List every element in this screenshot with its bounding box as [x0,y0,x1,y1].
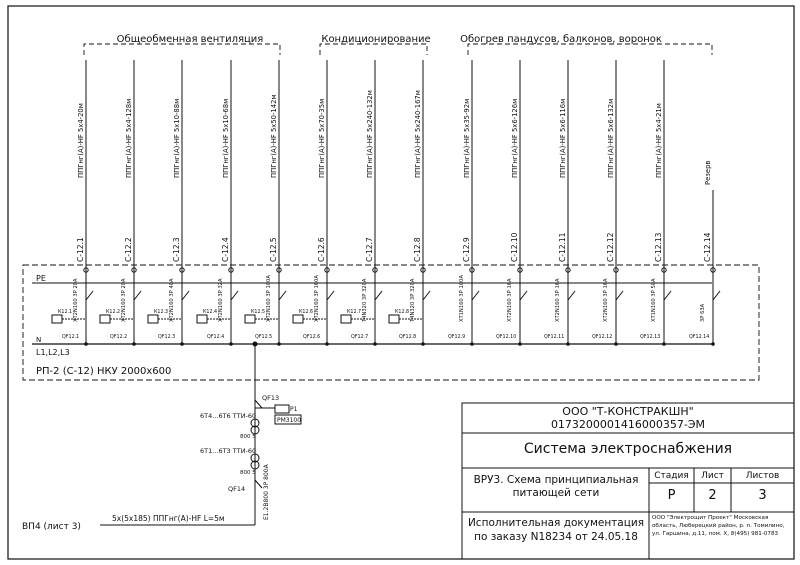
circuit-id: С-12.1 [76,237,85,262]
cable-spec: ППГнг(А)-HF 5х10-88м [173,98,181,178]
breaker-symbol [134,291,141,300]
breaker-symbol [375,291,382,300]
breaker-symbol [472,291,479,300]
group-label-conditioning: Кондиционирование [321,34,431,45]
feeder-circuits [52,60,720,346]
ct1-ratio: 800 5 [240,434,256,440]
doc-note: Исполнительная документация по заказу N18234 от 24.05.18 [467,517,645,543]
document-code: 0173200001416000357-ЭМ [550,418,706,431]
breaker-spec: XT2N160 3P 20A [73,278,79,322]
group-label-heating: Обогрев пандусов, балконов, воронок [460,34,662,45]
incoming-cable-label: 5х(5х185) ППГнг(А)-HF L=5м [112,514,225,523]
breaker-spec: XT2N160 3P 100A [266,275,272,322]
company-name: ООО "Т-КОНСТРАКШН" [562,405,694,418]
n-bus-label: N [36,336,42,344]
qf-label: QF12.3 [158,335,176,340]
stage-header: Стадия [654,471,689,481]
bus-junction [84,342,88,346]
contactor-box [100,315,110,323]
breaker-symbol [327,291,334,300]
cable-spec: ППГнг(А)-HF 5х6-126м [511,98,519,178]
cable-spec: ППГнг(А)-HF 5х35-92м [463,98,471,178]
source-label: ВП4 (лист 3) [22,522,81,532]
qf14-spec: E1.2B800 3P 800A [263,464,270,520]
qf-label: QF12.1 [62,335,80,340]
qf-label: QF12.4 [207,335,225,340]
breaker-symbol [664,291,671,300]
breaker-symbol [423,291,430,300]
contactor-label: К12.8 [395,310,410,315]
circuit-id: С-12.9 [462,237,471,262]
qf-label: QF12.9 [448,335,466,340]
contactor-box [293,315,303,323]
contactor-box [148,315,158,323]
contactor-box [52,315,62,323]
breaker-spec: XT2N160 3P 16A [603,278,609,322]
circuit-id: С-12.10 [510,232,519,262]
circuit-id: С-12.11 [558,232,567,262]
breaker-symbol [231,291,238,300]
qf-label: QF12.6 [303,335,321,340]
bus-junction [711,342,715,346]
contactor-label: К12.3 [154,310,169,315]
qf-label: QF12.5 [255,335,273,340]
breaker-symbol [86,291,93,300]
circuit-id: С-12.12 [606,232,615,262]
group-label-ventilation: Общеобменная вентиляция [116,34,264,45]
breaker-spec: T4N320 3P 320A [362,278,368,322]
circuit-id: С-12.6 [317,237,326,262]
ct2-ratio: 800 5 [240,470,256,476]
bus-junction [229,342,233,346]
circuit-id: С-12.3 [172,237,181,262]
breaker-spec: XT2N160 3P 16A [555,278,561,322]
contactor-box [341,315,351,323]
breaker-symbol [713,291,720,300]
qf14-label: QF14 [228,485,246,493]
bus-junction [180,342,184,346]
circuit-id: С-12.13 [654,232,663,262]
breaker-spec: T4N320 3P 320A [410,278,416,322]
qf-label: QF12.2 [110,335,128,340]
panel-label: РП-2 (С-12) НКУ 2000х600 [36,366,172,377]
bus-junction [662,342,666,346]
breaker-spec: XT1N160 3P 50A [651,278,657,322]
ct2-label: 6Т1...6Т3 ТТИ-60 [200,447,257,455]
breaker-spec: XT1N160 3P 100A [459,275,465,322]
cable-spec: ППГнг(А)-HF 5х240-132м [366,90,374,178]
cable-spec: ППГнг(А)-HF 5х10-68м [222,98,230,178]
cable-spec: ППГнг(А)-HF 5х240-167м [414,90,422,178]
sheet-value: 2 [708,488,717,503]
breaker-symbol [279,291,286,300]
breaker-spec: XT2N160 3P 40A [169,278,175,322]
group-brackets [84,44,712,55]
circuit-id: С-12.4 [221,237,230,262]
breaker-spec: XT2N160 3P 160A [314,275,320,322]
contactor-box [197,315,207,323]
cable-spec: ППГнг(А)-HF 5х4-20м [77,103,85,178]
contactor-label: К12.7 [347,310,362,315]
breaker-symbol [520,291,527,300]
qf-label: QF12.7 [351,335,369,340]
cable-spec: ППГнг(А)-HF 5х4-21м [655,103,663,178]
system-title: Система электроснабжения [523,441,733,457]
breaker-spec: XT2N160 3P 20A [121,278,127,322]
bus-junction [325,342,329,346]
contactor-label: К12.1 [58,310,73,315]
contactor-label: К12.4 [203,310,218,315]
cable-spec: ППГнг(А)-HF 5х50-142м [270,94,278,178]
bus-junction [518,342,522,346]
cable-spec: ППГнг(А)-HF 5х4-128м [125,98,133,178]
contactor-label: К12.5 [251,310,266,315]
breaker-symbol [568,291,575,300]
l-bus-label: L1,L2,L3 [36,348,70,357]
qf-label: QF12.14 [689,335,710,340]
bus-junction [373,342,377,346]
bus-junction [470,342,474,346]
pe-bus-label: PE [36,274,46,283]
cable-spec: ППГнг(А)-HF 5х6-132м [607,98,615,178]
circuit-id: С-12.14 [703,232,712,262]
meter-label: PM3100 [277,417,302,424]
bus-junction [614,342,618,346]
breaker-spec: 3P 63A [700,303,706,322]
bus-junction [277,342,281,346]
circuit-id: С-12.8 [413,237,422,262]
contactor-label: К12.6 [299,310,314,315]
contactor-box [245,315,255,323]
qf-label: QF12.13 [640,335,661,340]
sheets-header: Листов [745,471,780,481]
p1-label: P1 [290,406,298,413]
bus-junction [132,342,136,346]
qf-label: QF12.12 [592,335,613,340]
breaker-symbol [182,291,189,300]
cable-spec: Резерв [704,160,712,185]
qf-label: QF12.8 [399,335,417,340]
circuit-id: С-12.5 [269,237,278,262]
qf13-label: QF13 [262,394,280,402]
qf-label: QF12.10 [496,335,517,340]
breaker-symbol [616,291,623,300]
breaker-spec: XT2N160 3P 16A [507,278,513,322]
breaker-spec: XT2N160 3P 32A [218,278,224,322]
sheet-title: ВРУ3. Схема принципиальная питающей сети [473,474,639,499]
bus-junction [421,342,425,346]
sheet-header: Лист [701,471,724,481]
circuit-id: С-12.7 [365,237,374,262]
contactor-label: К12.2 [106,310,121,315]
bus-junction [566,342,570,346]
cable-spec: ППГнг(А)-HF 5х6-116м [559,98,567,178]
ct1-label: 6Т4...6Т6 ТТИ-60 [200,412,257,420]
org-address: ООО "Электрощит Проект" Московская область, Люберецкий район, р. п. Томилино, ул. Гаршина, д.11, пом. X, 8(495) 981-0783 [652,515,785,537]
stage-value: Р [667,488,676,503]
cable-spec: ППГнг(А)-HF 5х70-35м [318,98,326,178]
contactor-box [389,315,399,323]
qf-label: QF12.11 [544,335,565,340]
sheets-value: 3 [758,488,767,503]
circuit-id: С-12.2 [124,237,133,262]
